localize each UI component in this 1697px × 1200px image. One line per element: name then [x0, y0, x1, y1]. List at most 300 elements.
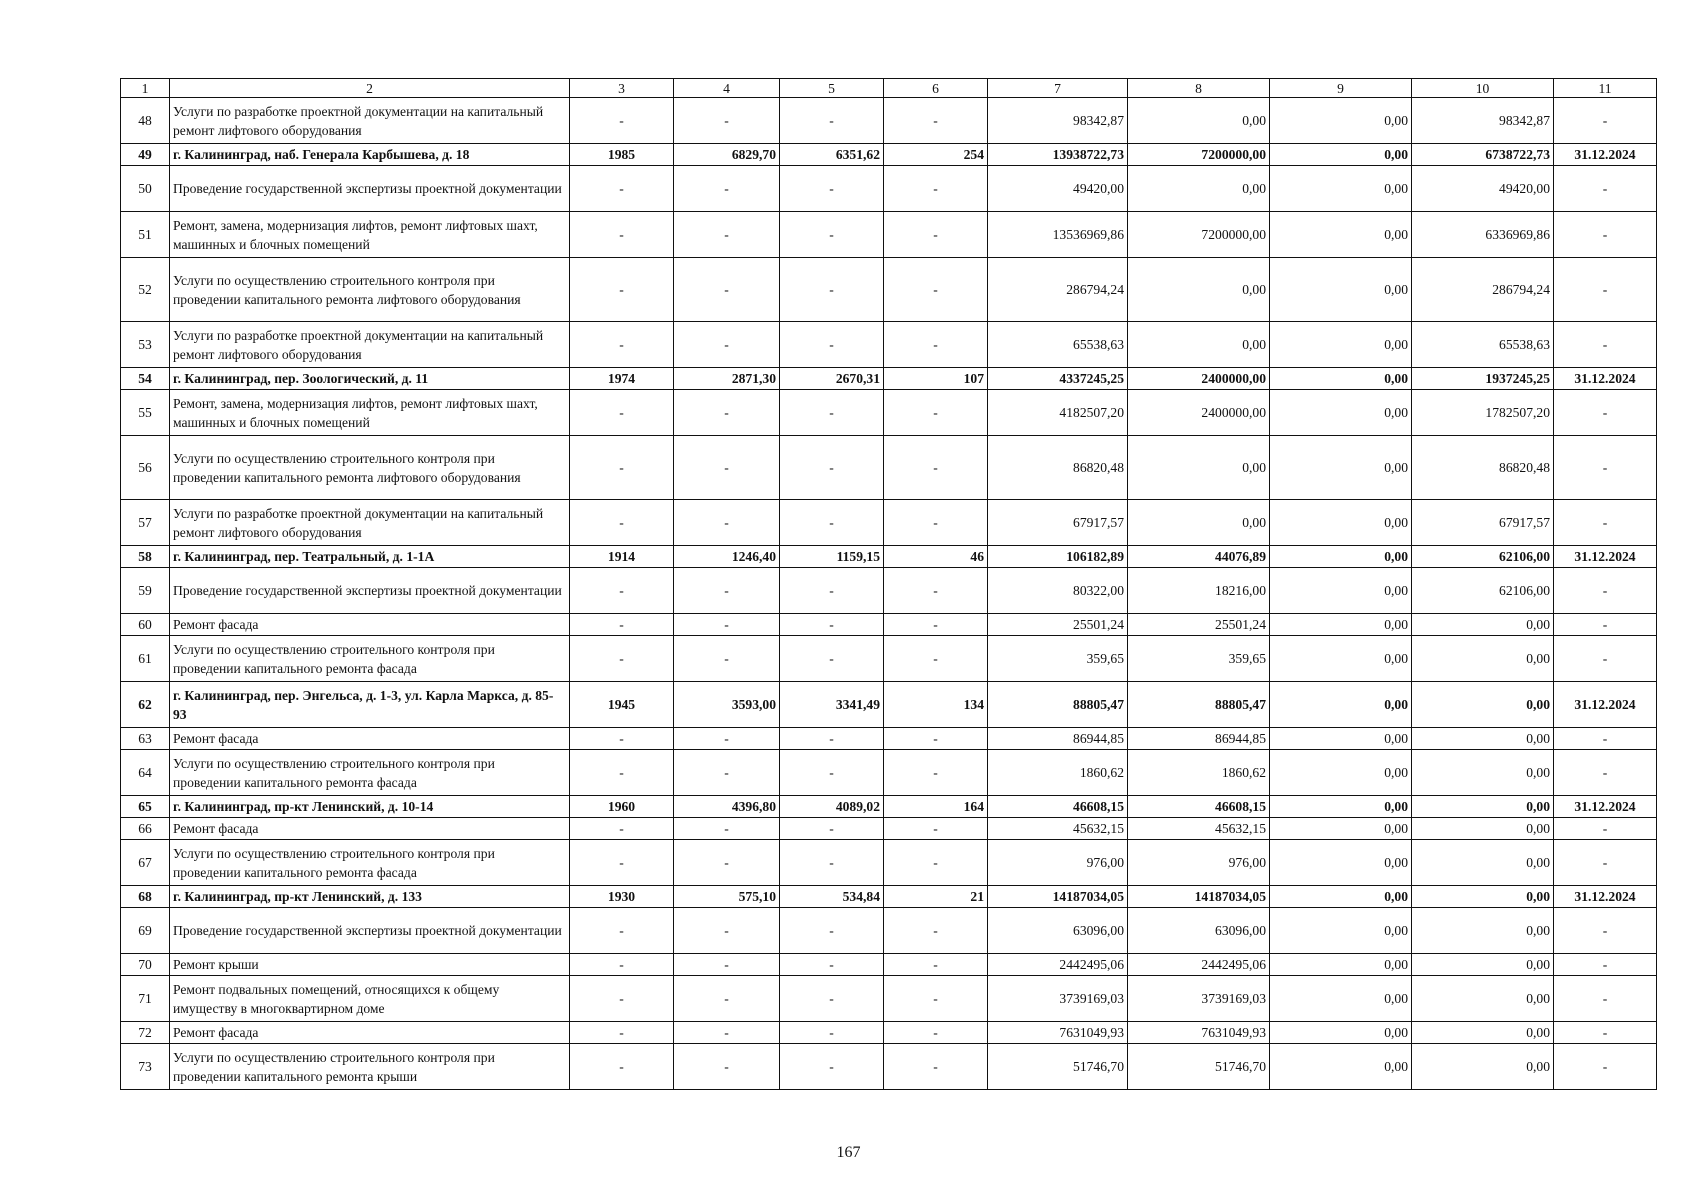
row-number-cell: 63: [121, 728, 170, 750]
table-cell: 0,00: [1270, 258, 1412, 322]
row-number-cell: 72: [121, 1022, 170, 1044]
table-cell: 0,00: [1270, 546, 1412, 568]
table-cell: -: [570, 568, 674, 614]
table-cell: 14187034,05: [1128, 886, 1270, 908]
table-cell: 0,00: [1128, 166, 1270, 212]
table-cell: 0,00: [1412, 1022, 1554, 1044]
table-cell: 1974: [570, 368, 674, 390]
table-cell: -: [780, 258, 884, 322]
row-number-cell: 65: [121, 796, 170, 818]
table-row: [121, 1022, 1657, 1044]
table-cell: -: [884, 728, 988, 750]
table-cell: 4337245,25: [988, 368, 1128, 390]
table-cell: 164: [884, 796, 988, 818]
description-cell: г. Калининград, пер. Энгельса, д. 1-3, ул. Карла Маркса, д. 85-93: [170, 682, 570, 728]
table-cell: 3739169,03: [988, 976, 1128, 1022]
table-row: [121, 258, 1657, 322]
table-cell: 0,00: [1270, 818, 1412, 840]
table-row: [121, 546, 1657, 568]
table-cell: -: [570, 976, 674, 1022]
description-cell: Услуги по осуществлению строительного контроля при проведении капитального ремонта фасада: [170, 750, 570, 796]
column-header: 11: [1554, 79, 1657, 98]
table-cell: 18216,00: [1128, 568, 1270, 614]
table-cell: 6336969,86: [1412, 212, 1554, 258]
column-header: 10: [1412, 79, 1554, 98]
table-cell: 0,00: [1128, 322, 1270, 368]
table-cell: 1860,62: [988, 750, 1128, 796]
table-cell: 2442495,06: [988, 954, 1128, 976]
row-number-cell: 60: [121, 614, 170, 636]
table-cell: -: [1554, 954, 1657, 976]
table-cell: -: [674, 500, 780, 546]
table-row: [121, 818, 1657, 840]
column-header: 5: [780, 79, 884, 98]
description-cell: Услуги по осуществлению строительного контроля при проведении капитального ремонта крыши: [170, 1044, 570, 1090]
row-number-cell: 66: [121, 818, 170, 840]
table-cell: -: [674, 1044, 780, 1090]
table-row: [121, 368, 1657, 390]
table-cell: 4396,80: [674, 796, 780, 818]
table-cell: 46608,15: [1128, 796, 1270, 818]
table-cell: -: [1554, 1044, 1657, 1090]
description-cell: г. Калининград, пр-кт Ленинский, д. 10-14: [170, 796, 570, 818]
table-cell: -: [780, 166, 884, 212]
table-cell: 286794,24: [1412, 258, 1554, 322]
description-cell: Ремонт, замена, модернизация лифтов, ремонт лифтовых шахт, машинных и блочных помещений: [170, 212, 570, 258]
table-row: [121, 750, 1657, 796]
table-cell: 0,00: [1270, 840, 1412, 886]
table-cell: -: [674, 636, 780, 682]
description-cell: Услуги по осуществлению строительного контроля при проведении капитального ремонта фасада: [170, 840, 570, 886]
table-cell: -: [674, 908, 780, 954]
table-cell: 31.12.2024: [1554, 144, 1657, 166]
table-cell: -: [570, 500, 674, 546]
description-cell: Ремонт крыши: [170, 954, 570, 976]
table-cell: 1937245,25: [1412, 368, 1554, 390]
row-number-cell: 49: [121, 144, 170, 166]
table-cell: -: [1554, 976, 1657, 1022]
table-cell: 359,65: [1128, 636, 1270, 682]
table-cell: 0,00: [1412, 818, 1554, 840]
row-number-cell: 70: [121, 954, 170, 976]
table-cell: -: [674, 750, 780, 796]
table-cell: 0,00: [1412, 1044, 1554, 1090]
table-cell: -: [674, 258, 780, 322]
table-cell: 0,00: [1128, 436, 1270, 500]
description-cell: Ремонт, замена, модернизация лифтов, ремонт лифтовых шахт, машинных и блочных помещений: [170, 390, 570, 436]
table-cell: 44076,89: [1128, 546, 1270, 568]
row-number-cell: 73: [121, 1044, 170, 1090]
column-header: 9: [1270, 79, 1412, 98]
table-cell: 7200000,00: [1128, 212, 1270, 258]
table-cell: -: [780, 908, 884, 954]
table-cell: -: [570, 614, 674, 636]
table-cell: 1159,15: [780, 546, 884, 568]
table-cell: -: [884, 568, 988, 614]
table-row: [121, 390, 1657, 436]
table-cell: -: [884, 500, 988, 546]
table-row: [121, 976, 1657, 1022]
table-cell: 2400000,00: [1128, 390, 1270, 436]
table-cell: -: [570, 954, 674, 976]
table-cell: -: [780, 212, 884, 258]
description-cell: Услуги по разработке проектной документации на капитальный ремонт лифтового оборудования: [170, 98, 570, 144]
row-number-cell: 52: [121, 258, 170, 322]
row-number-cell: 61: [121, 636, 170, 682]
table-cell: 976,00: [988, 840, 1128, 886]
table-cell: 0,00: [1412, 728, 1554, 750]
description-cell: Ремонт фасада: [170, 614, 570, 636]
table-cell: 0,00: [1128, 258, 1270, 322]
table-row: [121, 908, 1657, 954]
table-cell: 0,00: [1412, 840, 1554, 886]
table-cell: 534,84: [780, 886, 884, 908]
row-number-cell: 64: [121, 750, 170, 796]
table-cell: 0,00: [1412, 886, 1554, 908]
table-row: [121, 212, 1657, 258]
table-cell: -: [780, 436, 884, 500]
table-cell: 575,10: [674, 886, 780, 908]
table-row: [121, 636, 1657, 682]
table-cell: -: [780, 976, 884, 1022]
table-cell: -: [1554, 322, 1657, 368]
table-cell: 3341,49: [780, 682, 884, 728]
column-header: 2: [170, 79, 570, 98]
table-cell: -: [570, 436, 674, 500]
table-cell: 80322,00: [988, 568, 1128, 614]
table-cell: -: [780, 636, 884, 682]
table-row: [121, 614, 1657, 636]
table-row: [121, 840, 1657, 886]
table-cell: 0,00: [1128, 98, 1270, 144]
table-row: [121, 682, 1657, 728]
table-cell: 0,00: [1270, 1022, 1412, 1044]
table-cell: 51746,70: [1128, 1044, 1270, 1090]
table-cell: -: [1554, 568, 1657, 614]
table-row: [121, 144, 1657, 166]
table-cell: -: [1554, 212, 1657, 258]
table-cell: 98342,87: [988, 98, 1128, 144]
row-number-cell: 50: [121, 166, 170, 212]
table-cell: 63096,00: [988, 908, 1128, 954]
table-cell: -: [570, 322, 674, 368]
table-cell: 1930: [570, 886, 674, 908]
table-row: [121, 500, 1657, 546]
description-cell: Ремонт фасада: [170, 728, 570, 750]
column-header: 6: [884, 79, 988, 98]
table-cell: -: [884, 614, 988, 636]
table-cell: 0,00: [1270, 144, 1412, 166]
table-cell: -: [1554, 840, 1657, 886]
table-cell: 2442495,06: [1128, 954, 1270, 976]
table-row: [121, 568, 1657, 614]
table-cell: -: [884, 258, 988, 322]
table-cell: -: [884, 98, 988, 144]
table-cell: -: [884, 390, 988, 436]
table-cell: 46608,15: [988, 796, 1128, 818]
table-cell: 0,00: [1412, 614, 1554, 636]
table-cell: 0,00: [1270, 436, 1412, 500]
table-cell: 7200000,00: [1128, 144, 1270, 166]
table-cell: -: [1554, 500, 1657, 546]
table-cell: 25501,24: [1128, 614, 1270, 636]
table-cell: -: [570, 818, 674, 840]
table-cell: 13536969,86: [988, 212, 1128, 258]
table-cell: -: [674, 954, 780, 976]
table-cell: 1914: [570, 546, 674, 568]
row-number-cell: 62: [121, 682, 170, 728]
table-cell: 88805,47: [988, 682, 1128, 728]
row-number-cell: 53: [121, 322, 170, 368]
table-cell: 67917,57: [1412, 500, 1554, 546]
column-header: 4: [674, 79, 780, 98]
table-cell: -: [780, 390, 884, 436]
table-cell: -: [570, 98, 674, 144]
table-row: [121, 886, 1657, 908]
table-cell: 4182507,20: [988, 390, 1128, 436]
table-cell: 0,00: [1270, 682, 1412, 728]
table-cell: 86820,48: [988, 436, 1128, 500]
table-cell: 0,00: [1270, 636, 1412, 682]
page-number: 167: [836, 1144, 861, 1161]
table-cell: -: [570, 750, 674, 796]
table-cell: 98342,87: [1412, 98, 1554, 144]
description-cell: г. Калининград, пер. Зоологический, д. 11: [170, 368, 570, 390]
table-cell: 107: [884, 368, 988, 390]
table-cell: -: [674, 840, 780, 886]
column-header-row: [121, 79, 1657, 98]
table-cell: 0,00: [1270, 886, 1412, 908]
table-cell: -: [1554, 166, 1657, 212]
table-cell: 65538,63: [1412, 322, 1554, 368]
table-cell: -: [780, 1022, 884, 1044]
table-cell: -: [884, 212, 988, 258]
row-number-cell: 54: [121, 368, 170, 390]
table-cell: -: [780, 840, 884, 886]
table-cell: 4089,02: [780, 796, 884, 818]
table-cell: 0,00: [1270, 166, 1412, 212]
table-cell: -: [674, 390, 780, 436]
table-row: [121, 166, 1657, 212]
table-cell: 21: [884, 886, 988, 908]
column-header: 1: [121, 79, 170, 98]
description-cell: Услуги по разработке проектной документации на капитальный ремонт лифтового оборудования: [170, 322, 570, 368]
table-cell: 254: [884, 144, 988, 166]
table-cell: -: [1554, 908, 1657, 954]
table-cell: 0,00: [1270, 568, 1412, 614]
row-number-cell: 59: [121, 568, 170, 614]
table-cell: -: [674, 614, 780, 636]
description-cell: Ремонт подвальных помещений, относящихся к общему имуществу в многоквартирном доме: [170, 976, 570, 1022]
table-row: [121, 98, 1657, 144]
table-cell: -: [1554, 818, 1657, 840]
description-cell: г. Калининград, наб. Генерала Карбышева, д. 18: [170, 144, 570, 166]
table-cell: -: [674, 728, 780, 750]
table-cell: -: [884, 436, 988, 500]
table-cell: 0,00: [1270, 750, 1412, 796]
table-cell: -: [674, 98, 780, 144]
table-cell: -: [884, 636, 988, 682]
table-cell: 0,00: [1270, 98, 1412, 144]
table-cell: 6738722,73: [1412, 144, 1554, 166]
table-cell: 0,00: [1270, 1044, 1412, 1090]
table-cell: 106182,89: [988, 546, 1128, 568]
row-number-cell: 56: [121, 436, 170, 500]
table-cell: 0,00: [1270, 728, 1412, 750]
table-cell: -: [1554, 258, 1657, 322]
table-cell: 31.12.2024: [1554, 886, 1657, 908]
table-cell: -: [674, 212, 780, 258]
table-cell: -: [780, 728, 884, 750]
table-cell: 49420,00: [1412, 166, 1554, 212]
table-cell: 0,00: [1270, 796, 1412, 818]
table-cell: 134: [884, 682, 988, 728]
table-cell: -: [884, 976, 988, 1022]
table-cell: 2670,31: [780, 368, 884, 390]
table-cell: -: [570, 908, 674, 954]
table-cell: 49420,00: [988, 166, 1128, 212]
description-cell: Проведение государственной экспертизы проектной документации: [170, 568, 570, 614]
table-cell: -: [884, 954, 988, 976]
table-cell: -: [884, 818, 988, 840]
table-cell: -: [884, 908, 988, 954]
table-row: [121, 436, 1657, 500]
table-cell: 31.12.2024: [1554, 682, 1657, 728]
table-cell: -: [674, 436, 780, 500]
table-cell: -: [780, 500, 884, 546]
table-cell: 62106,00: [1412, 546, 1554, 568]
table-cell: -: [674, 976, 780, 1022]
table-cell: 0,00: [1412, 636, 1554, 682]
table-cell: -: [780, 568, 884, 614]
table-cell: -: [884, 840, 988, 886]
table-cell: 0,00: [1270, 368, 1412, 390]
table-cell: 86944,85: [1128, 728, 1270, 750]
table-cell: -: [674, 568, 780, 614]
table-cell: 46: [884, 546, 988, 568]
table-cell: -: [884, 322, 988, 368]
description-cell: Услуги по осуществлению строительного контроля при проведении капитального ремонта лифтового оборудования: [170, 258, 570, 322]
table-cell: -: [884, 750, 988, 796]
table-cell: -: [780, 1044, 884, 1090]
description-cell: Ремонт фасада: [170, 1022, 570, 1044]
description-cell: г. Калининград, пер. Театральный, д. 1-1А: [170, 546, 570, 568]
table-cell: -: [1554, 636, 1657, 682]
table-cell: -: [1554, 98, 1657, 144]
column-header: 7: [988, 79, 1128, 98]
table-cell: 0,00: [1270, 322, 1412, 368]
table-cell: 0,00: [1412, 976, 1554, 1022]
table-cell: -: [780, 322, 884, 368]
table-cell: -: [1554, 614, 1657, 636]
table-cell: 0,00: [1128, 500, 1270, 546]
table-cell: -: [780, 818, 884, 840]
table-cell: 31.12.2024: [1554, 796, 1657, 818]
table-cell: 0,00: [1270, 954, 1412, 976]
table-cell: 88805,47: [1128, 682, 1270, 728]
table-cell: -: [570, 390, 674, 436]
table-cell: 0,00: [1270, 976, 1412, 1022]
table-cell: -: [570, 166, 674, 212]
table-cell: 0,00: [1412, 750, 1554, 796]
table-cell: -: [570, 1044, 674, 1090]
row-number-cell: 69: [121, 908, 170, 954]
table-cell: 0,00: [1270, 614, 1412, 636]
table-cell: 286794,24: [988, 258, 1128, 322]
table-cell: 13938722,73: [988, 144, 1128, 166]
table-cell: 7631049,93: [1128, 1022, 1270, 1044]
table-cell: 51746,70: [988, 1044, 1128, 1090]
description-cell: Услуги по осуществлению строительного контроля при проведении капитального ремонта фасада: [170, 636, 570, 682]
table-cell: -: [780, 98, 884, 144]
table-cell: 86944,85: [988, 728, 1128, 750]
table-cell: -: [570, 212, 674, 258]
table-cell: 1945: [570, 682, 674, 728]
table-cell: -: [1554, 750, 1657, 796]
table-cell: 31.12.2024: [1554, 368, 1657, 390]
row-number-cell: 58: [121, 546, 170, 568]
table-cell: 62106,00: [1412, 568, 1554, 614]
table-row: [121, 1044, 1657, 1090]
table-cell: -: [674, 166, 780, 212]
row-number-cell: 55: [121, 390, 170, 436]
table-row: [121, 954, 1657, 976]
row-number-cell: 57: [121, 500, 170, 546]
table-cell: 45632,15: [1128, 818, 1270, 840]
table-cell: -: [674, 322, 780, 368]
table-cell: 63096,00: [1128, 908, 1270, 954]
document-sheet: [120, 78, 1656, 1090]
table-cell: 0,00: [1412, 908, 1554, 954]
table-cell: -: [1554, 728, 1657, 750]
description-cell: г. Калининград, пр-кт Ленинский, д. 133: [170, 886, 570, 908]
table-cell: -: [1554, 1022, 1657, 1044]
table-cell: 65538,63: [988, 322, 1128, 368]
table-row: [121, 728, 1657, 750]
table-cell: 45632,15: [988, 818, 1128, 840]
row-number-cell: 68: [121, 886, 170, 908]
table-cell: -: [884, 1022, 988, 1044]
table-cell: 1985: [570, 144, 674, 166]
description-cell: Проведение государственной экспертизы проектной документации: [170, 908, 570, 954]
table-cell: -: [674, 1022, 780, 1044]
table-cell: -: [570, 636, 674, 682]
table-cell: -: [780, 750, 884, 796]
table-cell: 14187034,05: [988, 886, 1128, 908]
table-cell: 86820,48: [1412, 436, 1554, 500]
table-cell: 1860,62: [1128, 750, 1270, 796]
table-cell: 67917,57: [988, 500, 1128, 546]
description-cell: Услуги по разработке проектной документации на капитальный ремонт лифтового оборудования: [170, 500, 570, 546]
table-cell: -: [780, 954, 884, 976]
table-cell: -: [884, 166, 988, 212]
column-header: 8: [1128, 79, 1270, 98]
table-cell: 1782507,20: [1412, 390, 1554, 436]
table-cell: 0,00: [1270, 390, 1412, 436]
description-cell: Услуги по осуществлению строительного контроля при проведении капитального ремонта лифтового оборудования: [170, 436, 570, 500]
table-cell: 2871,30: [674, 368, 780, 390]
row-number-cell: 71: [121, 976, 170, 1022]
table-cell: 6829,70: [674, 144, 780, 166]
table-cell: -: [570, 1022, 674, 1044]
capital-repair-table: [120, 78, 1657, 1090]
table-cell: 359,65: [988, 636, 1128, 682]
table-cell: -: [570, 728, 674, 750]
table-cell: 0,00: [1270, 908, 1412, 954]
table-cell: 0,00: [1270, 500, 1412, 546]
table-cell: 1246,40: [674, 546, 780, 568]
table-cell: -: [1554, 390, 1657, 436]
